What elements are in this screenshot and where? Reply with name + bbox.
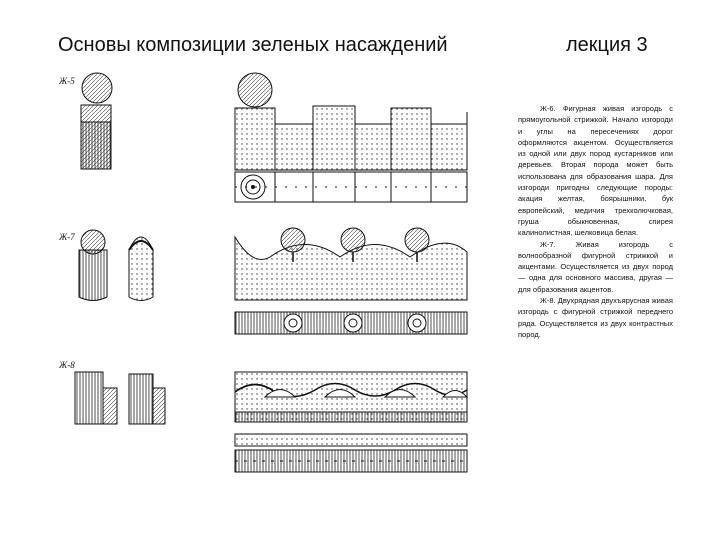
hedge-zh7-plan-view — [235, 312, 467, 334]
hedge-illustration — [55, 72, 507, 492]
description-paragraph-zh6: Ж-6. Фигурная живая изгородь с прямоугольной стрижкой. Начало изгороди и углы на пересечениях дорог оформляются акцентом. Осуществляется из одной или двух пород кустарников или деревьев. Вторая порода может быть использована для образования шара. Для изгороди пригодны следующие породы: акация желтая, боярышники, бук европейский, медичия трехколючковая, груша обыкновенная, спирея калинолистная, шелковица белая. — [518, 104, 673, 238]
hedge-zh7-side-view — [79, 230, 153, 301]
figure-label-zh7: Ж-7 — [59, 232, 75, 242]
page-title: Основы композиции зеленых насаждений — [58, 34, 448, 56]
hedge-zh8-plan-view — [235, 434, 467, 472]
figure-label-zh8: Ж-8 — [59, 360, 75, 370]
lecture-number: лекция 3 — [566, 34, 648, 56]
hedge-description — [518, 103, 673, 340]
figure-label-zh5: Ж-5 — [59, 76, 75, 86]
hedge-zh8-side-view — [75, 372, 165, 424]
hedge-zh8-front-view — [235, 372, 467, 422]
description-paragraph-zh8: Ж-8. Двухрядная двухъярусная живая изгородь с фигурной стрижкой переднего ряда. Осуществляется из двух контрастных пород. — [518, 296, 673, 339]
hedge-zh5-plan-view — [235, 172, 467, 202]
description-paragraph-zh7: Ж-7. Живая изгородь с волнообразной фигурной стрижкой и акцентами. Осуществляется из двух пород — одна для основного массива, другая — для образования акцентов. — [518, 239, 673, 294]
hedge-zh5-front-view — [235, 73, 467, 170]
hedge-zh7-front-view — [235, 228, 467, 300]
hedge-zh5-side-view — [81, 73, 112, 169]
